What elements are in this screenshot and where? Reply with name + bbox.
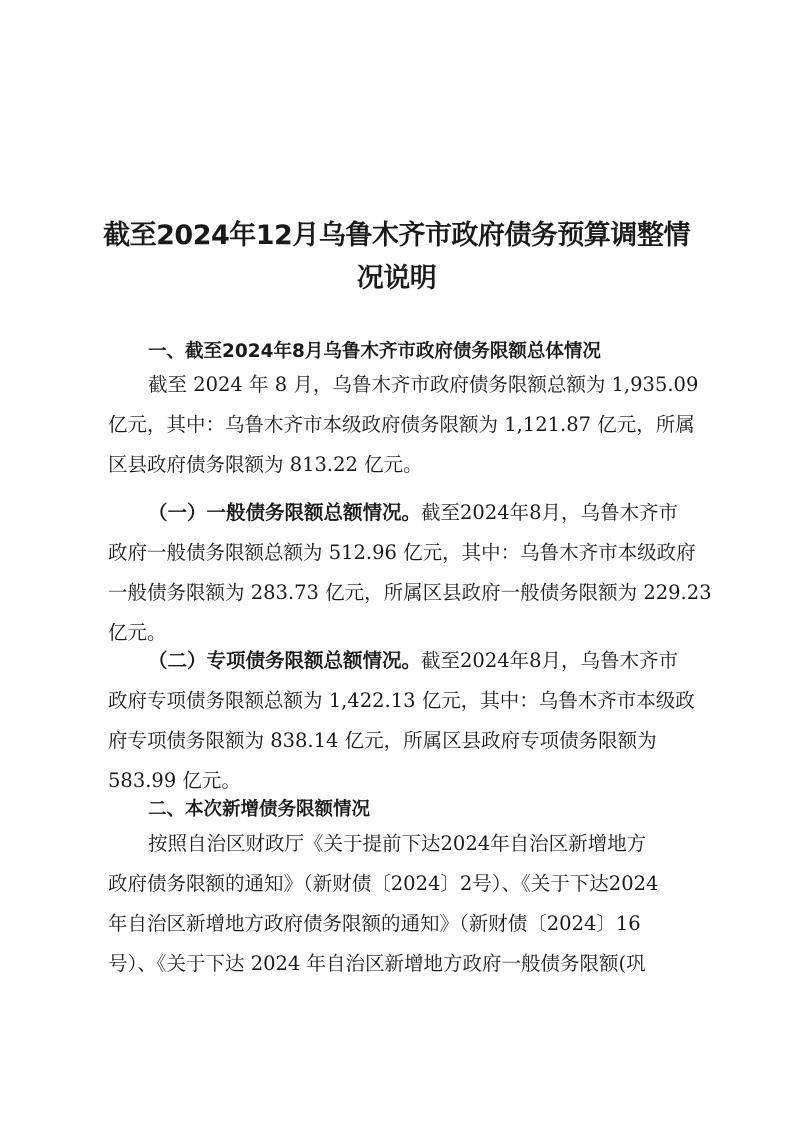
section-2-heading: 二、本次新增债务限额情况 [148,799,371,820]
paragraph-line: 亿元，其中：乌鲁木齐市本级政府债务限额为 1,121.87 亿元，所属 [108,413,695,436]
paragraph-line: 年自治区新增地方政府债务限额的通知》（新财债〔2024〕16 [108,912,641,935]
section-1-heading: 一、截至2024年8月乌鲁木齐市政府债务限额总体情况 [148,341,601,362]
paragraph-line: 按照自治区财政厅《关于提前下达2024年自治区新增地方 [148,832,647,855]
paragraph-line: 府专项债务限额为 838.14 亿元，所属区县政府专项债务限额为 [108,729,657,752]
special-debt-paragraph [108,641,695,801]
general-debt-line-1-rest: 截至2024年8月，乌鲁木齐市 [421,501,679,524]
paragraph-line: 一般债务限额为 283.73 亿元，所属区县政府一般债务限额为 229.23 [108,581,712,604]
special-debt-line-1-rest: 截至2024年8月，乌鲁木齐市 [421,649,679,672]
document-title [100,214,693,300]
paragraph-line: 区县政府债务限额为 813.22 亿元。 [108,453,423,476]
title-line-1: 截至2024年12月乌鲁木齐市政府债务预算调整情 [103,220,690,251]
general-debt-lead: （一）一般债务限额总额情况。 [148,501,422,524]
paragraph-line: 政府一般债务限额总额为 512.96 亿元，其中：乌鲁木齐市本级政府 [108,541,696,564]
paragraph-line: 政府债务限额的通知》（新财债〔2024〕2号）、《关于下达2024 [108,872,659,895]
section-1-intro-paragraph [108,365,699,485]
paragraph-line: 亿元。 [108,621,167,644]
general-debt-paragraph [108,493,712,653]
paragraph-line: 截至 2024 年 8 月，乌鲁木齐市政府债务限额总额为 1,935.09 [148,373,699,396]
paragraph-line [108,493,687,533]
section-2-paragraph [108,824,687,984]
title-line-2: 况说明 [356,263,437,294]
paragraph-line: 政府专项债务限额总额为 1,422.13 亿元，其中：乌鲁木齐市本级政 [108,689,695,712]
paragraph-line: 583.99 亿元。 [108,769,241,792]
paragraph-line [108,641,687,681]
paragraph-line: 号）、《关于下达 2024 年自治区新增地方政府一般债务限额(巩 [108,952,646,975]
special-debt-lead: （二）专项债务限额总额情况。 [148,649,422,672]
